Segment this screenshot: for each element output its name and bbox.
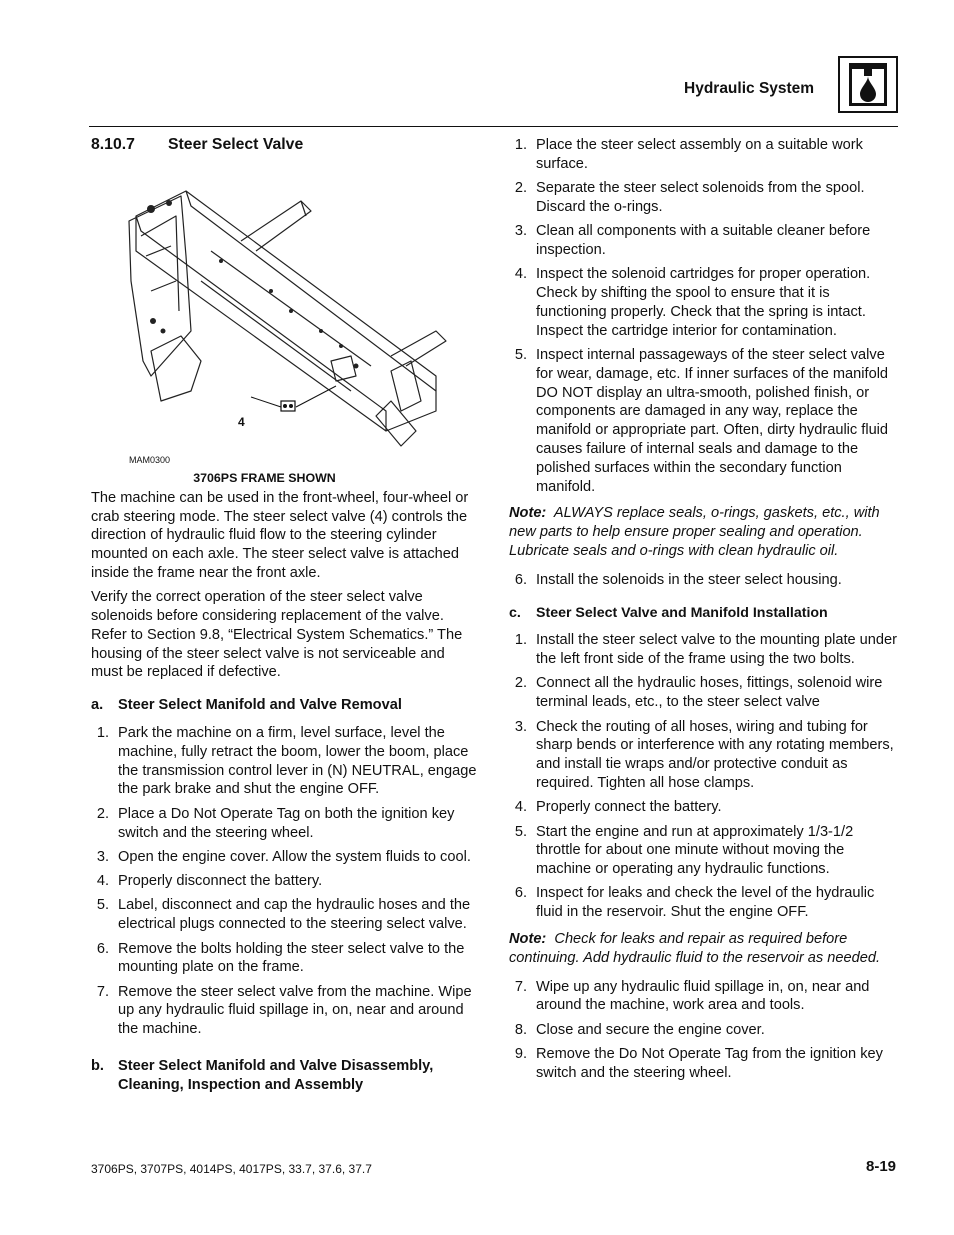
intro-paragraph-1: The machine can be used in the front-wheel, four-wheel or crab steering mode. The steer select valve (4) controls the direction of hydraulic fluid flow to the steering cylinder mounted on each axle. The steer select valve is attached inside the frame near the front axle. xyxy=(91,489,469,581)
note-label: Note: xyxy=(509,505,547,522)
list-item xyxy=(509,136,899,174)
step-number: 4. xyxy=(514,266,527,283)
step-text: Properly disconnect the battery. xyxy=(118,873,323,890)
step-number: 2. xyxy=(514,675,527,692)
list-item xyxy=(509,718,899,793)
step-text: Check the routing of all hoses, wiring and tubing for sharp bends or interference with any rotating members, and install tie wraps and/or protective conduit as required. Tighten all hose clamps. xyxy=(536,718,894,791)
list-item xyxy=(509,571,899,590)
note-text: ALWAYS replace seals, o-rings, gaskets, etc., with new parts to help ensure proper sealing and operation. Lubricate seals and o-rings with clean hydraulic oil. xyxy=(509,505,880,559)
subsection-title: Steer Select Manifold and Valve Disassembly, Cleaning, Inspection and Assembly xyxy=(118,1058,434,1093)
step-text: Connect all the hydraulic hoses, fittings, solenoid wire terminal leads, etc., to the steer select valve xyxy=(536,675,883,711)
subsection-letter: b. xyxy=(91,1058,104,1075)
step-text: Remove the steer select valve from the machine. Wipe up any hydraulic fluid spillage in, on, near and around the machine. xyxy=(118,983,472,1038)
step-text: Separate the steer select solenoids from the spool. Discard the o-rings. xyxy=(536,180,865,215)
inspection-steps-continued xyxy=(509,571,899,590)
list-item xyxy=(91,848,479,867)
step-number: 1. xyxy=(514,137,527,153)
step-number: 8. xyxy=(514,1021,527,1038)
section-title: Steer Select Valve xyxy=(168,136,304,153)
subsection-a-heading xyxy=(91,696,479,715)
figure-id: MAM0300 xyxy=(129,454,171,465)
step-text: Start the engine and run at approximately 1/3-1/2 throttle for about one minute without moving the machine or operating any hydraulic functions. xyxy=(536,823,854,878)
subsection-letter: c. xyxy=(509,604,521,621)
installation-steps-continued xyxy=(509,978,899,1083)
subsection-b-heading xyxy=(91,1057,479,1095)
figure-caption: 3706PS FRAME SHOWN xyxy=(193,470,336,485)
note-label: Note: xyxy=(509,930,547,947)
left-column xyxy=(91,136,479,1104)
intro-paragraph-2: Verify the correct operation of the steer select valve solenoids before considering replacement of the valve. Refer to Section 9.8, “Electrical System Schematics.” The housing of the steer select valve is not serviceable and must be replaced if defective. xyxy=(91,589,463,681)
removal-steps xyxy=(91,724,479,1039)
list-item xyxy=(509,1021,899,1040)
list-item xyxy=(91,896,479,934)
step-text: Wipe up any hydraulic fluid spillage in, on, near and around the machine, work area and tools. xyxy=(536,978,870,1014)
step-text: Install the steer select valve to the mounting plate under the left front side of the frame using the two bolts. xyxy=(536,632,898,668)
list-item xyxy=(91,872,479,891)
step-text: Close and secure the engine cover. xyxy=(536,1021,765,1038)
step-number: 2. xyxy=(514,180,527,197)
list-item xyxy=(91,983,479,1039)
list-item xyxy=(509,179,899,217)
step-number: 5. xyxy=(514,823,527,840)
running-header-title: Hydraulic System xyxy=(684,80,815,97)
step-number: 7. xyxy=(514,978,527,995)
step-text: Open the engine cover. Allow the system fluids to cool. xyxy=(118,848,471,865)
frame-illustration xyxy=(91,161,479,461)
step-number: 3. xyxy=(514,223,527,240)
list-item xyxy=(509,1045,899,1083)
subsection-c-heading xyxy=(509,604,899,623)
step-number: 6. xyxy=(514,571,527,588)
page-number: 8-19 xyxy=(866,1158,897,1175)
step-text: Place a Do Not Operate Tag on both the ignition key switch and the steering wheel. xyxy=(118,805,455,841)
list-item xyxy=(509,798,899,817)
subsection-title: Steer Select Valve and Manifold Installation xyxy=(536,604,828,621)
step-number: 1. xyxy=(514,632,527,649)
step-text: Place the steer select assembly on a suitable work surface. xyxy=(536,137,863,172)
step-text: Inspect internal passageways of the steer select valve for wear, damage, etc. If inner surfaces of the manifold DO NOT display an ultra-smooth, polished finish, or components are damaged in any way, replace the manifold or appropriate part. Often, dirty hydraulic fluid causes failure of internal seals and damage to the polished surfaces within the secondary function manifold. xyxy=(536,346,889,495)
step-text: Remove the bolts holding the steer select valve to the mounting plate on the frame. xyxy=(118,940,465,976)
step-number: 4. xyxy=(514,799,527,816)
step-number: 9. xyxy=(514,1045,527,1062)
step-text: Park the machine on a firm, level surface, level the machine, fully retract the boom, lower the boom, place the transmission control lever in (N) NEUTRAL, engage the park brake and shut the engine OFF. xyxy=(118,725,477,798)
hydraulic-cylinder-drop-icon xyxy=(838,56,898,113)
subsection-title: Steer Select Manifold and Valve Removal xyxy=(118,697,402,714)
list-item xyxy=(509,265,899,340)
list-item xyxy=(509,222,899,260)
step-number: 5. xyxy=(96,897,109,914)
note-text: Check for leaks and repair as required before continuing. Add hydraulic fluid to the reservoir as needed. xyxy=(509,930,881,966)
list-item xyxy=(91,805,479,843)
step-number: 6. xyxy=(96,940,109,957)
step-text: Inspect the solenoid cartridges for proper operation. Check by shifting the spool to ensure that it is functioning properly. Check that the spring is intact. Inspect the cartridge interior for contamination. xyxy=(536,266,871,339)
list-item xyxy=(91,724,479,799)
step-text: Inspect for leaks and check the level of the hydraulic fluid in the reservoir. Shut the engine OFF. xyxy=(536,885,875,921)
step-number: 5. xyxy=(514,346,527,363)
list-item xyxy=(509,631,899,669)
installation-steps xyxy=(509,631,899,922)
step-number: 6. xyxy=(514,885,527,902)
step-number: 4. xyxy=(96,873,109,890)
right-column xyxy=(509,136,899,1088)
step-number: 3. xyxy=(96,848,109,865)
list-item xyxy=(509,978,899,1016)
frame-figure xyxy=(91,161,479,483)
section-number: 8.10.7 xyxy=(91,136,135,153)
step-text: Install the solenoids in the steer select housing. xyxy=(536,571,842,588)
step-number: 3. xyxy=(514,718,527,735)
note-seals xyxy=(509,504,899,560)
note-leaks xyxy=(509,930,899,968)
subsection-letter: a. xyxy=(91,697,104,714)
step-text: Label, disconnect and cap the hydraulic hoses and the electrical plugs connected to the steering select valve. xyxy=(118,897,471,933)
section-heading xyxy=(91,136,479,155)
figure-callout-number: 4 xyxy=(238,414,245,429)
list-item xyxy=(509,823,899,879)
step-text: Remove the Do Not Operate Tag from the ignition key switch and the steering wheel. xyxy=(536,1045,883,1081)
list-item xyxy=(509,346,899,496)
step-number: 2. xyxy=(96,805,109,822)
footer-models: 3706PS, 3707PS, 4014PS, 4017PS, 33.7, 37.6, 37.7 xyxy=(91,1162,372,1176)
step-text: Properly connect the battery. xyxy=(536,799,722,816)
inspection-steps xyxy=(509,136,899,496)
header-divider xyxy=(89,126,898,127)
steer-select-valve-part xyxy=(281,401,295,411)
list-item xyxy=(91,940,479,978)
step-number: 7. xyxy=(96,983,109,1000)
list-item xyxy=(509,674,899,712)
step-number: 1. xyxy=(96,725,109,742)
step-text: Clean all components with a suitable cleaner before inspection. xyxy=(536,223,871,258)
list-item xyxy=(509,884,899,922)
